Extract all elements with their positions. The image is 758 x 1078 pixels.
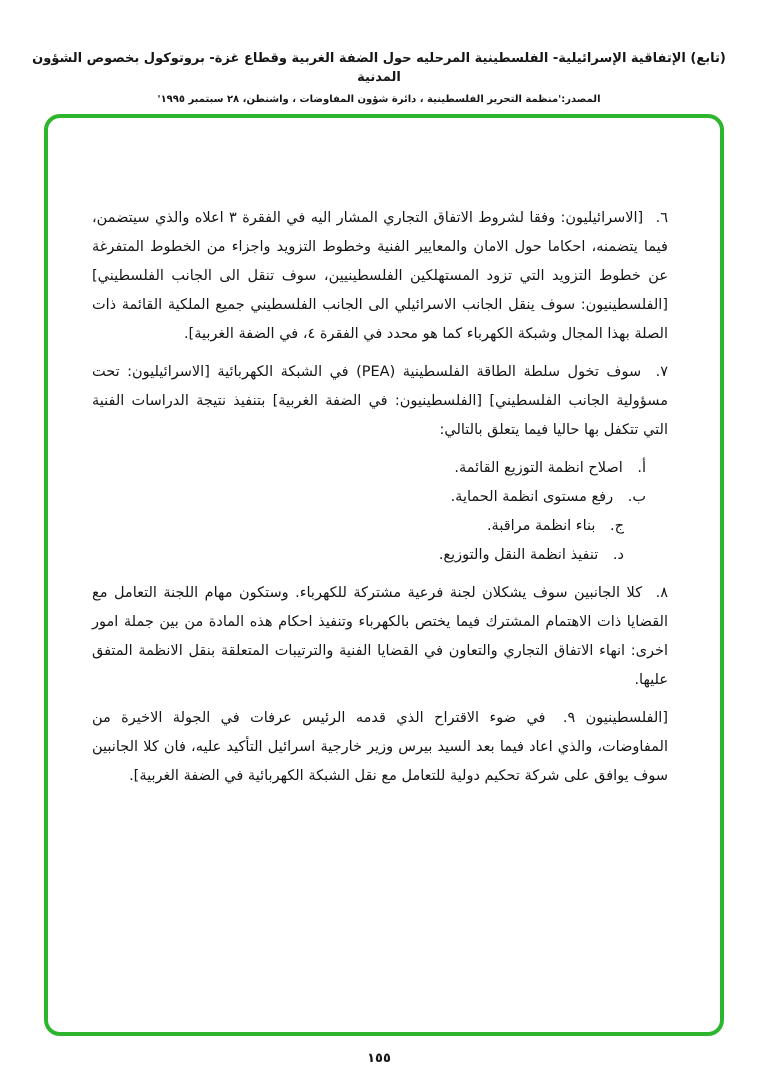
paragraph-7-text: سوف تخول سلطة الطاقة الفلسطينية (PEA) في الشبكة الكهربائية [الاسرائيليون: تحت مسؤولية الجانب الفلسطيني] [الفلسطينيون: في الضفة الغربية] بتنفيذ نتيجة الدراسات الفنية التي تتكفل بها حاليا فيما يتعلق بالتالي: bbox=[92, 364, 668, 438]
paragraph-9-text: في ضوء الاقتراح الذي قدمه الرئيس عرفات في الجولة الاخيرة من المفاوضات، والذي اعاد فيما بعد السيد بيرس وزير خارجية اسرائيل التأكيد عليه، فان كلا الجانبين سوف يوافق على شركة تحكيم دولية للتعامل مع نقل الشبكة الكهربائية في الضفة الغربية]. bbox=[92, 710, 668, 784]
list-item-d bbox=[92, 541, 668, 570]
list-item-j bbox=[92, 512, 668, 541]
document-source: المصدر:'منظمة التحرير الفلسطينية ، دائرة شؤون المفاوضات ، واشنطن، ٢٨ سبتمبر ١٩٩٥' bbox=[157, 93, 601, 105]
list-item-d-marker: د. bbox=[612, 547, 624, 563]
paragraph-9 bbox=[92, 704, 668, 791]
document-title: (تابع) الإتفاقية الإسرائيلية- الفلسطينية المرحليه حول الضفة الغربية وقطاع غزة- بروتوكول بخصوص الشؤون المدنية bbox=[32, 51, 726, 85]
document-body bbox=[92, 204, 668, 800]
paragraph-6-marker: ٦. bbox=[655, 210, 668, 226]
list-item-j-marker: ج. bbox=[610, 518, 624, 534]
list-item-b-text: رفع مستوى انظمة الحماية. bbox=[450, 489, 614, 505]
paragraph-6-text: [الاسرائيليون: وفقا لشروط الاتفاق التجاري المشار اليه في الفقرة ٣ اعلاه والذي سيتضمن، فيما يتضمنه، احكاما حول الامان والمعايير الفنية وخطوط التزويد واجزاء من الخطوط المتفرغة عن خطوط التزويد التي تزود المستهلكين الفلسطينيين، سوف تنقل الى الجانب الفلسطيني] [الفلسطينيون: سوف ينقل الجانب الاسرائيلي الى الجانب الفلسطيني جميع الملكية القائمة ذات الصلة بهذا المجال وشبكة الكهرباء كما هو محدد في الفقرة ٤، في الضفة الغربية]. bbox=[92, 210, 668, 342]
list-item-d-text: تنفيذ انظمة النقل والتوزيع. bbox=[438, 547, 599, 563]
document-header bbox=[30, 50, 728, 105]
paragraph-8-text: كلا الجانبين سوف يشكلان لجنة فرعية مشتركة للكهرباء. وستكون مهام اللجنة التعامل مع القضايا ذات الاهتمام المشترك فيما يختص بالكهرباء وتنفيذ احكام هذه المادة من بين جملة امور اخرى: انهاء الاتفاق التجاري والتعاون في القضايا الفنية والترتيبات المتعلقة بنقل الانظمة المتفق عليها. bbox=[92, 585, 668, 688]
list-item-j-text: بناء انظمة مراقبة. bbox=[486, 518, 596, 534]
list-item-a-marker: أ. bbox=[637, 460, 646, 476]
list-item-b bbox=[92, 483, 668, 512]
page-number: ١٥٥ bbox=[367, 1051, 391, 1066]
list-item-b-marker: ب. bbox=[627, 489, 646, 505]
list-item-a-text: اصلاح انظمة التوزيع القائمة. bbox=[454, 460, 623, 476]
paragraph-6 bbox=[92, 204, 668, 349]
list-item-a bbox=[92, 454, 668, 483]
paragraph-9-marker: [الفلسطينيون ٩. bbox=[562, 710, 668, 726]
paragraph-8 bbox=[92, 579, 668, 695]
paragraph-7-marker: ٧. bbox=[655, 364, 668, 380]
paragraph-8-marker: ٨. bbox=[655, 585, 668, 601]
paragraph-7 bbox=[92, 358, 668, 445]
paragraph-7-sublist bbox=[92, 454, 668, 570]
